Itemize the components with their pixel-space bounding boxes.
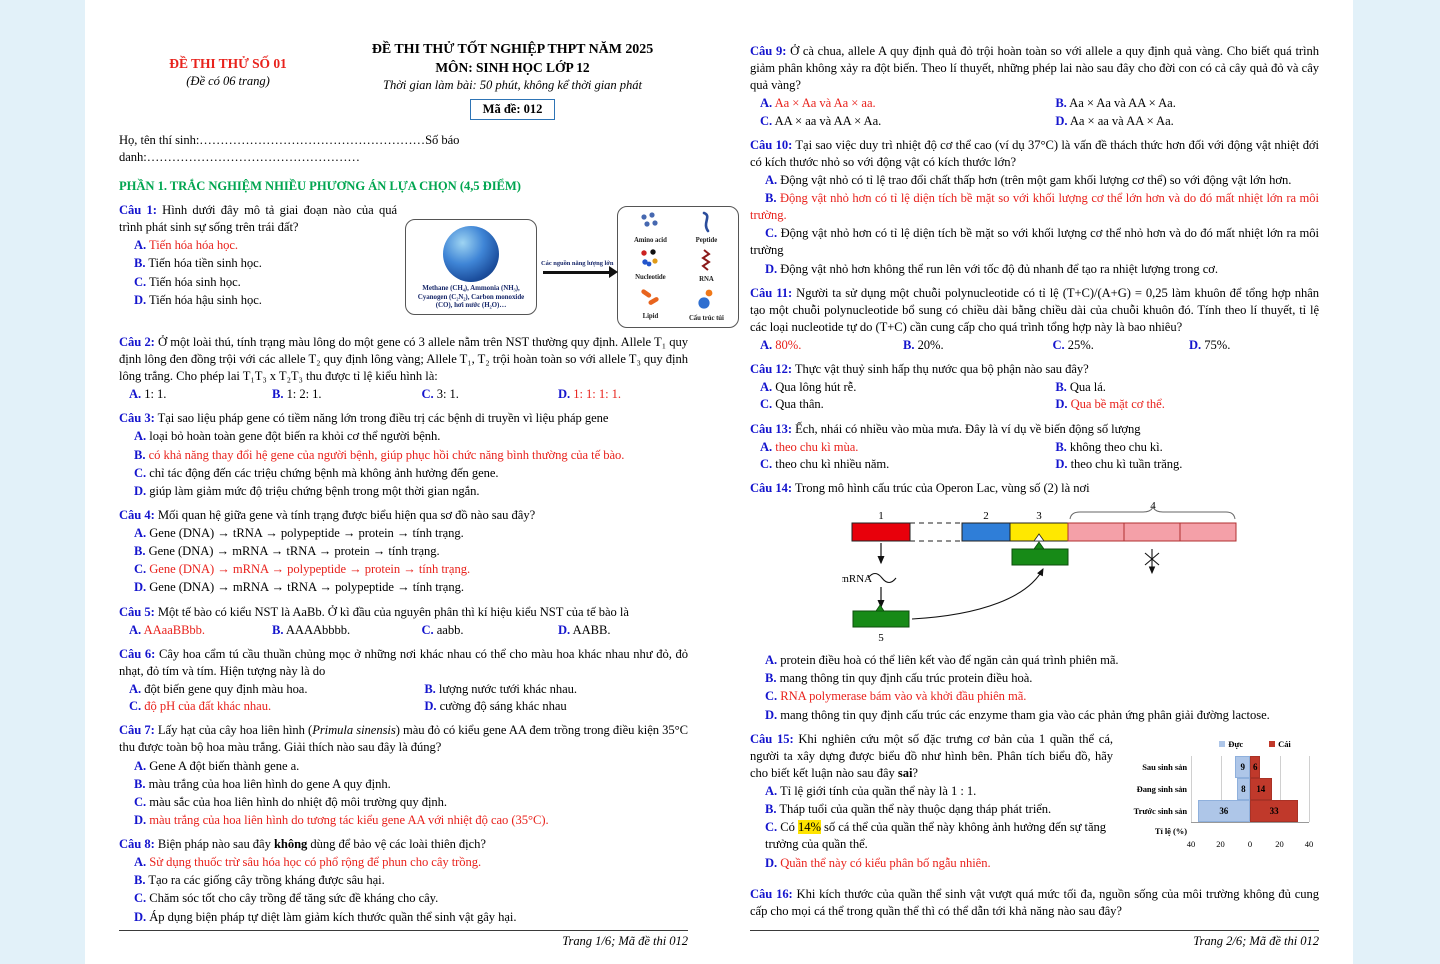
question-text	[119, 604, 688, 621]
question-label: Câu 4:	[119, 507, 155, 522]
operon-label-5: 5	[878, 632, 884, 644]
species-name: Primula sinensis	[312, 723, 396, 738]
option-5d: D. AABB.	[558, 622, 611, 637]
option-11a: A. 80%.	[760, 338, 802, 352]
question-label: Câu 15:	[750, 731, 794, 746]
molecule-nucleotide: Nucleotide	[622, 248, 678, 284]
pyramid-row	[1191, 778, 1309, 800]
promoter-box	[962, 523, 1010, 541]
option-12b: B. Qua lá.	[1055, 380, 1106, 395]
option-3c: C. chỉ tác động đến các triệu chứng bệnh mà không ảnh hưởng đến gene.	[134, 465, 499, 480]
question-body: Ếch, nhái có nhiều vào mùa mưa. Đây là ví dụ về biến động số lượng	[795, 421, 1141, 436]
exam-header-right	[337, 40, 688, 120]
page-1-footer: Trang 1/6; Mã đề thi 012	[119, 930, 688, 950]
option-5a: A. AAaaBBbb.	[129, 622, 206, 637]
earth-image	[443, 226, 499, 282]
question-2	[119, 334, 688, 405]
question-1	[119, 202, 724, 328]
option-1c	[119, 274, 397, 291]
exam-title: ĐỀ THI THỬ TỐT NGHIỆP THPT NĂM 2025	[371, 42, 654, 57]
option-6c: C. độ pH của đất khác nhau.	[129, 699, 272, 714]
question-5	[119, 604, 688, 640]
question-label: Câu 7:	[119, 723, 155, 738]
option-6b: B. lượng nước tưới khác nhau.	[424, 682, 578, 697]
question-label: Câu 10:	[750, 137, 793, 152]
option-9c: C. AA × aa và AA × Aa.	[760, 113, 882, 128]
option-3b: B. có khả năng thay đổi hệ gene của người bệnh, giúp phục hồi chức năng bình thường của tế bào.	[134, 447, 625, 462]
peptide-icon	[692, 211, 720, 233]
options-row	[750, 95, 1319, 129]
option-letter: D.	[134, 292, 147, 307]
question-12	[750, 361, 1319, 414]
repressor-binding-arrow	[912, 569, 1043, 619]
section-title: PHẦN 1. TRẮC NGHIỆM NHIỀU PHƯƠNG ÁN LỰA CHỌN (4,5 ĐIỂM)	[119, 178, 521, 193]
molecules-box	[617, 206, 739, 328]
question-label: Câu 5:	[119, 604, 155, 619]
lipid-icon	[636, 287, 664, 309]
option-7d: D. màu trắng của hoa liên hình do tương tác kiểu gene AA với nhiệt độ cao (35°C).	[134, 812, 549, 827]
page-2	[750, 40, 1319, 950]
option-9d: D. Aa × aa và AA × Aa.	[1055, 113, 1174, 128]
option-4d: D. Gene (DNA) → mRNA → tRNA → polypeptide → tính trạng.	[134, 580, 464, 595]
x-axis-label: Tỉ lệ (%)	[1154, 826, 1187, 837]
exam-set-title: ĐỀ THI THỬ SỐ 01	[169, 56, 287, 71]
option-10a: A. Động vật nhỏ có tỉ lệ trao đổi chất thấp hơn (trên một gam khối lượng cơ thể) so với động vật lớn hơn.	[765, 172, 1292, 187]
question-label: Câu 16:	[750, 886, 793, 901]
legend-male: Đực	[1219, 739, 1243, 751]
molecule-lipid: Lipid	[622, 287, 678, 323]
option-15c: C. Có 14% số cá thể của quần thể này không ảnh hưởng đến sự tăng trưởng của quần thể.	[765, 820, 1107, 852]
option-6a: A. đột biến gene quy định màu hoa.	[129, 682, 308, 697]
highlighted-value: 14%	[797, 820, 821, 835]
option-14a: A. protein điều hoà có thể liên kết vào để ngăn cản quá trình phiên mã.	[765, 653, 1119, 668]
question-label: Câu 9:	[750, 44, 787, 58]
question-label: Câu 8:	[119, 837, 155, 852]
question-label: Câu 12:	[750, 362, 792, 377]
operon-label-4: 4	[1150, 500, 1156, 512]
operon-label-1: 1	[878, 510, 884, 522]
options-row	[119, 386, 688, 403]
bar-male: 36	[1198, 800, 1250, 822]
question-body: Mối quan hệ giữa gene và tính trạng được biểu hiện qua sơ đồ nào sau đây?	[157, 507, 536, 522]
bar-female: 6	[1250, 756, 1260, 778]
option-2b: B. 1: 2: 1.	[272, 387, 322, 402]
chart-legend	[1191, 739, 1319, 751]
question-14	[750, 480, 1319, 725]
question-10	[750, 137, 1319, 279]
question-text	[750, 137, 1319, 171]
question-text	[119, 507, 688, 524]
structural-gene-box	[1180, 523, 1236, 541]
question-body: Hình dưới đây mô tả giai đoạn nào của quá trình phát sinh sự sống trên trái đất?	[119, 203, 397, 235]
option-1a	[119, 237, 397, 254]
option-10b: B. Động vật nhỏ hơn có tỉ lệ diện tích bề mặt so với khối lượng cơ thể lớn hơn và do đó mất nhiệt lớn ra môi trường.	[750, 191, 1319, 223]
question-label: Câu 11:	[750, 285, 793, 300]
question-text	[119, 646, 688, 680]
brace-icon	[1070, 507, 1235, 519]
question-label: Câu 6:	[119, 646, 156, 661]
option-5c: C. aabb.	[421, 622, 464, 637]
option-12d: D. Qua bề mặt cơ thể.	[1055, 397, 1165, 412]
mrna-squiggle	[868, 574, 896, 583]
option-13a: A. theo chu kì mùa.	[760, 439, 859, 454]
option-13d: D. theo chu kì tuần trăng.	[1055, 456, 1183, 471]
question-11	[750, 285, 1319, 356]
earth-box	[405, 219, 537, 315]
vesicle-icon	[692, 287, 720, 311]
options-row	[750, 439, 1319, 473]
bar-female: 14	[1250, 778, 1272, 800]
question-body: Ở cà chua, allele A quy định quả đỏ trội hoàn toàn so với allele a quy định quả vàng. Cho biết quá trình giảm phân không xảy ra đột biến. Theo lí thuyết, những phép lai nào sau đây cho đời con có cả cây quả đỏ và cây quả vàng?	[750, 44, 1319, 93]
question-9	[750, 43, 1319, 131]
question-body: Cây hoa cẩm tú cầu thuần chủng mọc ở những nơi khác nhau có thể cho màu hoa khác nhau như đỏ, đỏ nhạt, đỏ tím và tím. Hiện tượng này là do	[119, 646, 688, 678]
option-11d: D. 75%.	[1189, 338, 1231, 352]
option-2c: C. 3: 1.	[421, 387, 459, 402]
option-6d: D. cường độ sáng khác nhau	[424, 699, 567, 714]
option-7c: C. màu sắc của hoa liên hình do nhiệt độ môi trường quy định.	[134, 794, 448, 809]
mrna-label: mRNA	[842, 573, 872, 585]
legend-female: Cái	[1269, 739, 1291, 751]
chart-plot-area	[1191, 756, 1309, 823]
option-8c: C. Chăm sóc tốt cho cây trồng để tăng sức đề kháng cho cây.	[134, 891, 439, 906]
question-4	[119, 507, 688, 598]
legend-female-swatch	[1269, 741, 1275, 747]
question-body: Tại sao việc duy trì nhiệt độ cơ thể cao (ví dụ 37°C) là vấn đề thách thức hơn đối với động vật nhiệt đới có kích thước nhỏ so với động vật có kích thước lớn?	[750, 137, 1319, 169]
question-body: Thực vật thuỷ sinh hấp thụ nước qua bộ phận nào sau đây?	[794, 362, 1089, 377]
operon-svg	[842, 499, 1262, 645]
question-text	[119, 202, 397, 236]
operon-label-2: 2	[983, 510, 989, 522]
energy-arrow-label: Các nguồn năng lượng lớn	[541, 259, 614, 267]
option-14d: D. mang thông tin quy định cấu trúc các enzyme tham gia vào các phản ứng phân giải đường lactose.	[765, 707, 1270, 722]
question-label: Câu 2:	[119, 334, 155, 349]
population-pyramid-chart	[1123, 731, 1319, 873]
pyramid-row	[1191, 756, 1309, 778]
structural-gene-box	[1068, 523, 1124, 541]
amino-acid-icon	[636, 211, 664, 233]
question-label: Câu 3:	[119, 411, 155, 426]
question-body: Khi kích thước của quần thể sinh vật vượt quá mức tối đa, nguồn sống của môi trường không đủ cung cấp cho mọi cá thể trong quần thể thì có thể dẫn tới khả năng nào sau đây?	[750, 886, 1320, 918]
nucleotide-icon	[636, 248, 664, 270]
question-text	[750, 886, 1319, 920]
option-10d: D. Động vật nhỏ hơn không thể run lên với tốc độ đủ nhanh để tạo ra nhiệt lượng trong cơ.	[765, 261, 1218, 276]
option-15d: D. Quần thể này có kiểu phân bố ngẫu nhiên.	[765, 855, 991, 870]
molecule-peptide: Peptide	[678, 211, 734, 245]
question-text	[119, 334, 688, 385]
question-text: Câu 8: Biện pháp nào sau đây không dùng để bảo vệ các loài thiên địch?	[119, 837, 486, 852]
operon-label-3: 3	[1036, 510, 1042, 522]
question-text	[750, 361, 1319, 378]
option-13b: B. không theo chu kì.	[1055, 439, 1163, 454]
molecule-amino-acid: Amino acid	[622, 211, 678, 245]
option-11c: C. 25%.	[1052, 338, 1094, 352]
option-2a: A. 1: 1.	[129, 387, 167, 402]
student-info-line: Họ, tên thí sinh:………………………………………………Số báo danh:……………………………………………	[119, 132, 460, 164]
option-1b	[119, 255, 397, 272]
operon-lac-diagram	[842, 499, 1319, 650]
option-4c: C. Gene (DNA) → mRNA → polypeptide → protein → tính trạng.	[134, 562, 471, 577]
rna-icon	[692, 248, 720, 272]
option-letter: C.	[134, 274, 147, 289]
exam-code-box: Mã đề: 012	[470, 99, 556, 120]
question-text	[119, 410, 688, 427]
option-3a: A. loại bỏ hoàn toàn gene đột biến ra khỏi cơ thể người bệnh.	[134, 429, 441, 444]
option-1d	[119, 292, 397, 309]
repressor-protein-box	[853, 611, 909, 627]
option-14b: B. mang thông tin quy định cấu trúc protein điều hoà.	[765, 671, 1033, 686]
right-arrow-icon	[543, 271, 611, 274]
energy-arrow	[541, 260, 613, 274]
exam-subject: MÔN: SINH HỌC LỚP 12	[435, 60, 590, 76]
options-row	[119, 622, 688, 639]
chart-categories: Sau sinh sản Đang sinh sản Trước sinh sản Tỉ lệ (%)	[1123, 756, 1191, 838]
option-5b: B. AAAAbbbb.	[272, 622, 351, 637]
pyramid-row	[1191, 800, 1309, 822]
question-16	[750, 886, 1319, 920]
question-7	[119, 722, 688, 830]
option-7b: B. màu trắng của hoa liên hình do gene A quy định.	[134, 776, 391, 791]
option-4a: A. Gene (DNA) → tRNA → polypeptide → protein → tính trạng.	[134, 526, 464, 541]
exam-sheet	[85, 0, 1353, 964]
question-body: Một tế bào có kiểu NST là AaBb. Ở kì đầu của nguyên phân thì kí hiệu kiểu NST của tế bào là	[157, 604, 629, 619]
option-13c: C. theo chu kì nhiều năm.	[760, 456, 890, 471]
question-6	[119, 646, 688, 717]
option-7a: A. Gene A đột biến thành gene a.	[134, 758, 300, 773]
question-body: Ở một loài thú, tính trạng màu lông do một gene có 3 allele nằm trên NST thường quy định. Allele T₁ quy định lông đen đồng trội với các allele T₂ quy định lông vàng; Allele T₁, T₂ trội hoàn toàn so với allele T₃ quy định lông trắng. Cho phép lai T₁T₃ x T₂T₃ thu được tỉ lệ kiểu hình là:	[119, 334, 688, 384]
options-row	[750, 337, 1319, 354]
question-text	[750, 43, 1319, 94]
option-12c: C. Qua thân.	[760, 397, 824, 412]
page-1	[119, 40, 724, 950]
option-11b: B. 20%.	[903, 338, 944, 352]
molecule-rna: RNA	[678, 248, 734, 284]
option-text: Tiến hóa sinh học.	[149, 274, 241, 289]
page-2-footer: Trang 2/6; Mã đề thi 012	[750, 930, 1319, 950]
bar-female: 33	[1250, 800, 1298, 822]
bar-male: 8	[1237, 778, 1250, 800]
question-label: Câu 13:	[750, 421, 792, 436]
earth-caption: Methane (CH₄), Ammonia (NH₃), Cyanogen (C₂N₂), Carbon monoxide (CO), hơi nước (H₂O)…	[417, 283, 525, 310]
option-9a: A. Aa × Aa và Aa × aa.	[760, 96, 876, 111]
regulator-gene-box	[852, 523, 910, 541]
option-9b: B. Aa × Aa và AA × Aa.	[1055, 96, 1176, 111]
option-text: Tiến hóa hậu sinh học.	[149, 292, 262, 307]
option-text: Tiến hóa hóa học.	[149, 238, 238, 253]
question-13	[750, 421, 1319, 474]
option-8b: B. Tạo ra các giống cây trồng kháng được sâu hại.	[134, 873, 385, 888]
question-label: Câu 1:	[119, 203, 157, 218]
question-text: Câu 15: Khi nghiên cứu một số đặc trưng cơ bản của 1 quần thể cá, người ta xây dựng được biểu đồ như hình bên. Phân tích biểu đồ, hãy cho biết kết luận nào sau đây sai?	[750, 731, 1113, 780]
exam-pages-note: (Đề có 06 trang)	[186, 74, 270, 89]
question-text	[750, 285, 1319, 336]
question-text	[750, 480, 1319, 497]
exam-header	[119, 40, 688, 120]
bar-male: 9	[1235, 756, 1250, 778]
exam-duration: Thời gian làm bài: 50 phút, không kể thời gian phát	[383, 78, 642, 93]
origin-of-life-figure	[405, 202, 739, 328]
repressor-bound-box	[1012, 549, 1068, 565]
option-3d: D. giúp làm giảm mức độ triệu chứng bệnh trong một thời gian ngắn.	[134, 483, 480, 498]
option-8a: A. Sử dụng thuốc trừ sâu hóa học có phổ rộng để phun cho cây trồng.	[134, 855, 482, 870]
question-text: Câu 7: Lấy hạt của cây hoa liên hình (Primula sinensis) màu đỏ có kiểu gene AA đem trồng trong điều kiện 35°C thu được toàn bộ hoa màu trắng. Giải thích nào sau đây là đúng?	[119, 723, 688, 755]
option-text: Tiến hóa tiền sinh học.	[148, 256, 262, 271]
question-body: Trong mô hình cấu trúc của Operon Lac, vùng số (2) là nơi	[794, 480, 1090, 495]
question-body: Người ta sử dụng một chuỗi polynucleotide có tỉ lệ (T+C)/(A+G) = 0,25 làm khuôn để tổng hợp nhân tạo một chuỗi polynucleotide bổ sung có chiều dài bằng chiều dài của chuỗi khuôn đó. Tính theo lí thuyết, tỉ lệ các loại nucleotide tự do (T+C) cần cung cấp cho quá trình tổng hợp này là bao nhiêu?	[750, 285, 1319, 334]
chart-x-axis: 40 20 0 20 40	[1186, 838, 1314, 849]
question-body: Tại sao liệu pháp gene có tiềm năng lớn trong điều trị các bệnh di truyền vì liệu pháp gene	[157, 411, 609, 426]
option-2d: D. 1: 1: 1: 1.	[558, 387, 621, 402]
option-8d: D. Áp dụng biện pháp tự diệt làm giảm kích thước quần thể sinh vật gây hại.	[134, 909, 517, 924]
option-15a: A. Tỉ lệ giới tính của quần thể này là 1 : 1.	[765, 784, 977, 798]
question-15	[750, 731, 1319, 873]
options-row	[119, 681, 688, 715]
option-14c: C. RNA polymerase bám vào và khởi đầu phiên mã.	[765, 689, 1027, 704]
option-12a: A. Qua lông hút rễ.	[760, 380, 857, 395]
question-8	[119, 836, 688, 927]
option-letter: A.	[134, 238, 147, 253]
legend-male-swatch	[1219, 741, 1225, 747]
molecule-vesicle: Cấu trúc túi	[678, 287, 734, 323]
option-10c: C. Động vật nhỏ hơn có tỉ lệ diện tích bề mặt so với khối lượng cơ thể nhỏ hơn và do đó mất nhiệt lớn ra môi trường	[750, 226, 1319, 258]
exam-header-left	[119, 40, 337, 120]
question-3	[119, 410, 688, 501]
options-row	[750, 379, 1319, 413]
option-4b: B. Gene (DNA) → mRNA → tRNA → protein → tính trạng.	[134, 544, 440, 559]
option-letter: B.	[134, 256, 146, 271]
question-label: Câu 14:	[750, 480, 792, 495]
question-text	[750, 421, 1319, 438]
structural-gene-box	[1124, 523, 1180, 541]
option-15b: B. Tháp tuổi của quần thể này thuộc dạng tháp phát triển.	[765, 802, 1052, 817]
